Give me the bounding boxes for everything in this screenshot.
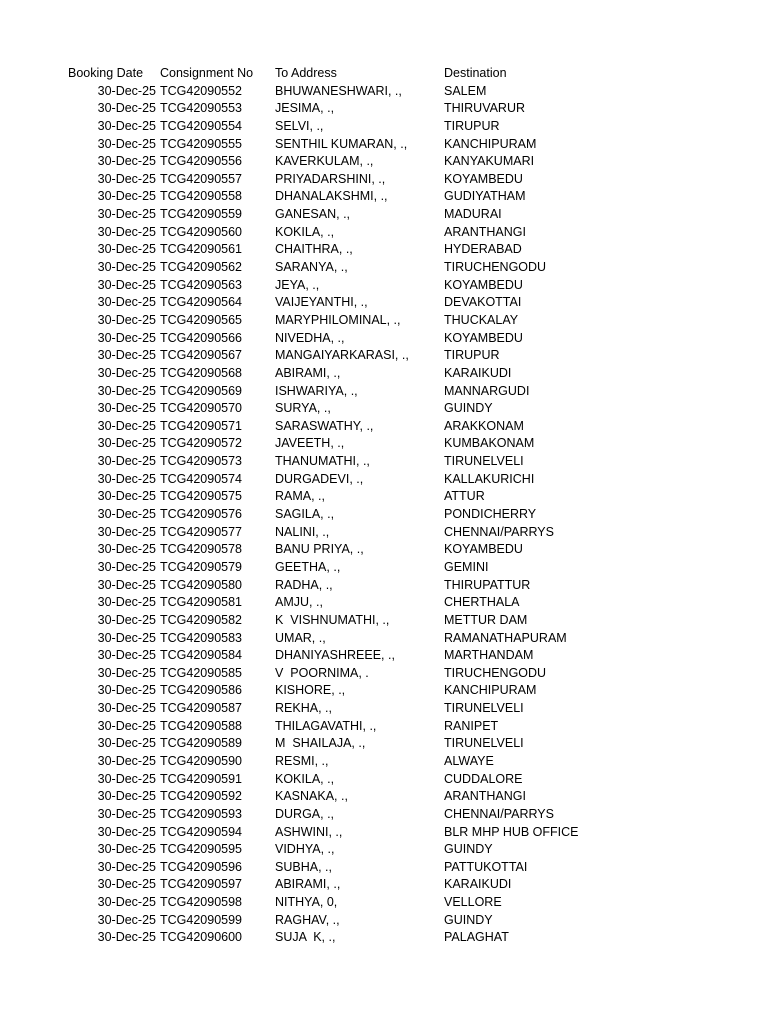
destination-cell: CHENNAI/PARRYS	[444, 524, 554, 539]
table-row	[0, 859, 768, 877]
booking-date-cell: 30-Dec-25	[97, 189, 156, 204]
consignment-no-cell: TCG42090578	[160, 542, 243, 557]
destination-cell: ATTUR	[444, 489, 485, 504]
consignment-no-cell: TCG42090597	[160, 877, 243, 892]
booking-date-cell: 30-Dec-25	[97, 524, 156, 539]
consignment-no-cell: TCG42090572	[160, 436, 243, 451]
to-address-cell: VIDHYA, .,	[275, 842, 335, 857]
booking-date-cell: 30-Dec-25	[97, 312, 156, 327]
to-address-cell: SAGILA, .,	[275, 507, 335, 522]
header-consignment-no: Consignment No	[160, 66, 254, 80]
to-address-cell: SURYA, .,	[275, 401, 331, 416]
destination-cell: GEMINI	[444, 559, 489, 574]
booking-date-cell: 30-Dec-25	[97, 224, 156, 239]
consignment-no-cell: TCG42090569	[160, 383, 243, 398]
booking-date-cell: 30-Dec-25	[97, 771, 156, 786]
to-address-cell: ASHWINI, .,	[275, 824, 343, 839]
table-row	[0, 929, 768, 947]
table-row	[0, 559, 768, 577]
destination-cell: MARTHANDAM	[444, 648, 534, 663]
to-address-cell: KISHORE, .,	[275, 683, 346, 698]
table-row	[0, 453, 768, 471]
booking-date-cell: 30-Dec-25	[97, 789, 156, 804]
booking-date-cell: 30-Dec-25	[97, 630, 156, 645]
destination-cell: THUCKALAY	[444, 312, 519, 327]
to-address-cell: DURGA, .,	[275, 806, 335, 821]
destination-cell: TIRUNELVELI	[444, 736, 524, 751]
consignment-no-cell: TCG42090559	[160, 207, 243, 222]
to-address-cell: SARANYA, .,	[275, 260, 348, 275]
table-row	[0, 682, 768, 700]
table-row	[0, 365, 768, 383]
booking-date-cell: 30-Dec-25	[97, 295, 156, 310]
destination-cell: GUINDY	[444, 912, 493, 927]
destination-cell: CHERTHALA	[444, 595, 520, 610]
consignment-no-cell: TCG42090579	[160, 559, 243, 574]
table-row	[0, 83, 768, 101]
table-row	[0, 788, 768, 806]
to-address-cell: SUJA K, .,	[275, 930, 336, 945]
to-address-cell: MARYPHILOMINAL, .,	[275, 312, 401, 327]
booking-date-cell: 30-Dec-25	[97, 753, 156, 768]
booking-date-cell: 30-Dec-25	[97, 912, 156, 927]
table-row	[0, 753, 768, 771]
booking-date-cell: 30-Dec-25	[97, 242, 156, 257]
destination-cell: CUDDALORE	[444, 771, 523, 786]
booking-date-cell: 30-Dec-25	[97, 612, 156, 627]
booking-date-cell: 30-Dec-25	[97, 454, 156, 469]
consignment-no-cell: TCG42090583	[160, 630, 243, 645]
consignment-no-cell: TCG42090591	[160, 771, 243, 786]
booking-date-cell: 30-Dec-25	[97, 101, 156, 116]
consignment-no-cell: TCG42090561	[160, 242, 243, 257]
to-address-cell: RAMA, .,	[275, 489, 326, 504]
destination-cell: GUINDY	[444, 842, 493, 857]
to-address-cell: THANUMATHI, .,	[275, 454, 370, 469]
destination-cell: TIRUPUR	[444, 118, 500, 133]
table-row	[0, 577, 768, 595]
destination-cell: SALEM	[444, 83, 487, 98]
table-row	[0, 259, 768, 277]
to-address-cell: ABIRAMI, .,	[275, 877, 341, 892]
consignment-no-cell: TCG42090562	[160, 260, 243, 275]
to-address-cell: NALINI, .,	[275, 524, 330, 539]
destination-cell: PONDICHERRY	[444, 507, 537, 522]
table-row	[0, 488, 768, 506]
table-row	[0, 188, 768, 206]
destination-cell: KANYAKUMARI	[444, 154, 535, 169]
to-address-cell: RADHA, .,	[275, 577, 333, 592]
destination-cell: GUDIYATHAM	[444, 189, 526, 204]
consignment-no-cell: TCG42090598	[160, 895, 243, 910]
consignment-no-cell: TCG42090553	[160, 101, 243, 116]
to-address-cell: GEETHA, .,	[275, 559, 341, 574]
destination-cell: ALWAYE	[444, 753, 494, 768]
to-address-cell: ISHWARIYA, .,	[275, 383, 358, 398]
destination-cell: ARAKKONAM	[444, 418, 524, 433]
table-row	[0, 876, 768, 894]
header-to-address: To Address	[275, 66, 337, 80]
destination-cell: ARANTHANGI	[444, 789, 526, 804]
table-row	[0, 171, 768, 189]
table-row	[0, 347, 768, 365]
to-address-cell: CHAITHRA, .,	[275, 242, 353, 257]
consignment-no-cell: TCG42090594	[160, 824, 243, 839]
destination-cell: KOYAMBEDU	[444, 330, 523, 345]
booking-date-cell: 30-Dec-25	[97, 171, 156, 186]
destination-cell: KARAIKUDI	[444, 365, 512, 380]
booking-date-cell: 30-Dec-25	[97, 559, 156, 574]
destination-cell: MANNARGUDI	[444, 383, 530, 398]
to-address-cell: SELVI, .,	[275, 118, 324, 133]
consignment-table	[0, 65, 768, 947]
booking-date-cell: 30-Dec-25	[97, 930, 156, 945]
to-address-cell: KOKILA, .,	[275, 224, 335, 239]
booking-date-cell: 30-Dec-25	[97, 348, 156, 363]
to-address-cell: BHUWANESHWARI, .,	[275, 83, 402, 98]
consignment-no-cell: TCG42090587	[160, 701, 243, 716]
destination-cell: TIRUNELVELI	[444, 454, 524, 469]
consignment-no-cell: TCG42090596	[160, 859, 243, 874]
to-address-cell: NITHYA, 0,	[275, 895, 338, 910]
table-row	[0, 118, 768, 136]
booking-date-cell: 30-Dec-25	[97, 330, 156, 345]
destination-cell: VELLORE	[444, 895, 502, 910]
booking-date-cell: 30-Dec-25	[97, 365, 156, 380]
booking-date-cell: 30-Dec-25	[97, 665, 156, 680]
consignment-no-cell: TCG42090556	[160, 154, 243, 169]
destination-cell: RANIPET	[444, 718, 499, 733]
header-destination: Destination	[444, 66, 507, 80]
consignment-no-cell: TCG42090552	[160, 83, 243, 98]
table-body	[0, 83, 768, 947]
to-address-cell: PRIYADARSHINI, .,	[275, 171, 386, 186]
consignment-no-cell: TCG42090582	[160, 612, 243, 627]
table-row	[0, 541, 768, 559]
consignment-no-cell: TCG42090600	[160, 930, 243, 945]
booking-date-cell: 30-Dec-25	[97, 118, 156, 133]
table-row	[0, 824, 768, 842]
to-address-cell: SARASWATHY, .,	[275, 418, 374, 433]
booking-date-cell: 30-Dec-25	[97, 154, 156, 169]
booking-date-cell: 30-Dec-25	[97, 648, 156, 663]
table-row	[0, 277, 768, 295]
table-row	[0, 100, 768, 118]
consignment-no-cell: TCG42090576	[160, 507, 243, 522]
to-address-cell: ABIRAMI, .,	[275, 365, 341, 380]
consignment-no-cell: TCG42090568	[160, 365, 243, 380]
to-address-cell: DHANALAKSHMI, .,	[275, 189, 388, 204]
destination-cell: KOYAMBEDU	[444, 171, 523, 186]
consignment-no-cell: TCG42090571	[160, 418, 243, 433]
booking-date-cell: 30-Dec-25	[97, 577, 156, 592]
consignment-no-cell: TCG42090593	[160, 806, 243, 821]
booking-date-cell: 30-Dec-25	[97, 418, 156, 433]
to-address-cell: RAGHAV, .,	[275, 912, 340, 927]
table-row	[0, 594, 768, 612]
booking-date-cell: 30-Dec-25	[97, 842, 156, 857]
consignment-no-cell: TCG42090590	[160, 753, 243, 768]
destination-cell: DEVAKOTTAI	[444, 295, 522, 310]
booking-date-cell: 30-Dec-25	[97, 401, 156, 416]
consignment-no-cell: TCG42090555	[160, 136, 243, 151]
table-row	[0, 294, 768, 312]
consignment-no-cell: TCG42090564	[160, 295, 243, 310]
booking-date-cell: 30-Dec-25	[97, 489, 156, 504]
consignment-no-cell: TCG42090585	[160, 665, 243, 680]
to-address-cell: RESMI, .,	[275, 753, 329, 768]
to-address-cell: MANGAIYARKARASI, .,	[275, 348, 409, 363]
booking-date-cell: 30-Dec-25	[97, 507, 156, 522]
to-address-cell: NIVEDHA, .,	[275, 330, 345, 345]
booking-date-cell: 30-Dec-25	[97, 718, 156, 733]
to-address-cell: JAVEETH, .,	[275, 436, 345, 451]
destination-cell: PALAGHAT	[444, 930, 509, 945]
destination-cell: PATTUKOTTAI	[444, 859, 528, 874]
table-row	[0, 665, 768, 683]
table-row	[0, 630, 768, 648]
consignment-no-cell: TCG42090580	[160, 577, 243, 592]
to-address-cell: DHANIYASHREEE, .,	[275, 648, 395, 663]
consignment-no-cell: TCG42090570	[160, 401, 243, 416]
booking-date-cell: 30-Dec-25	[97, 383, 156, 398]
booking-date-cell: 30-Dec-25	[97, 471, 156, 486]
to-address-cell: DURGADEVI, .,	[275, 471, 364, 486]
destination-cell: THIRUVARUR	[444, 101, 526, 116]
table-row	[0, 506, 768, 524]
booking-date-cell: 30-Dec-25	[97, 83, 156, 98]
consignment-no-cell: TCG42090557	[160, 171, 243, 186]
table-row	[0, 735, 768, 753]
to-address-cell: JESIMA, .,	[275, 101, 335, 116]
consignment-no-cell: TCG42090586	[160, 683, 243, 698]
header-booking-date: Booking Date	[68, 66, 144, 80]
to-address-cell: K VISHNUMATHI, .,	[275, 612, 390, 627]
destination-cell: GUINDY	[444, 401, 493, 416]
consignment-no-cell: TCG42090599	[160, 912, 243, 927]
destination-cell: KANCHIPURAM	[444, 136, 537, 151]
to-address-cell: M SHAILAJA, .,	[275, 736, 366, 751]
booking-date-cell: 30-Dec-25	[97, 207, 156, 222]
consignment-no-cell: TCG42090577	[160, 524, 243, 539]
to-address-cell: GANESAN, .,	[275, 207, 351, 222]
booking-date-cell: 30-Dec-25	[97, 542, 156, 557]
destination-cell: KOYAMBEDU	[444, 542, 523, 557]
table-row	[0, 700, 768, 718]
to-address-cell: REKHA, .,	[275, 701, 332, 716]
booking-date-cell: 30-Dec-25	[97, 859, 156, 874]
destination-cell: THIRUPATTUR	[444, 577, 531, 592]
consignment-no-cell: TCG42090588	[160, 718, 243, 733]
destination-cell: KALLAKURICHI	[444, 471, 535, 486]
table-row	[0, 400, 768, 418]
consignment-no-cell: TCG42090567	[160, 348, 243, 363]
to-address-cell: V POORNIMA, .	[275, 665, 369, 680]
destination-cell: METTUR DAM	[444, 612, 528, 627]
booking-date-cell: 30-Dec-25	[97, 824, 156, 839]
consignment-no-cell: TCG42090566	[160, 330, 243, 345]
consignment-no-cell: TCG42090595	[160, 842, 243, 857]
to-address-cell: AMJU, .,	[275, 595, 323, 610]
table-row	[0, 806, 768, 824]
destination-cell: TIRUCHENGODU	[444, 260, 547, 275]
table-row	[0, 330, 768, 348]
table-row	[0, 241, 768, 259]
consignment-no-cell: TCG42090558	[160, 189, 243, 204]
table-row	[0, 894, 768, 912]
table-row	[0, 524, 768, 542]
to-address-cell: THILAGAVATHI, .,	[275, 718, 377, 733]
consignment-no-cell: TCG42090584	[160, 648, 243, 663]
booking-date-cell: 30-Dec-25	[97, 877, 156, 892]
to-address-cell: SENTHIL KUMARAN, .,	[275, 136, 408, 151]
table-row	[0, 841, 768, 859]
destination-cell: CHENNAI/PARRYS	[444, 806, 554, 821]
consignment-no-cell: TCG42090554	[160, 118, 243, 133]
table-row	[0, 312, 768, 330]
consignment-no-cell: TCG42090563	[160, 277, 243, 292]
consignment-no-cell: TCG42090589	[160, 736, 243, 751]
destination-cell: HYDERABAD	[444, 242, 522, 257]
to-address-cell: VAIJEYANTHI, .,	[275, 295, 368, 310]
to-address-cell: BANU PRIYA, .,	[275, 542, 364, 557]
booking-date-cell: 30-Dec-25	[97, 683, 156, 698]
table-row	[0, 912, 768, 930]
destination-cell: KANCHIPURAM	[444, 683, 537, 698]
to-address-cell: SUBHA, .,	[275, 859, 332, 874]
destination-cell: BLR MHP HUB OFFICE	[444, 824, 579, 839]
consignment-no-cell: TCG42090560	[160, 224, 243, 239]
table-row	[0, 471, 768, 489]
table-row	[0, 136, 768, 154]
consignment-no-cell: TCG42090581	[160, 595, 243, 610]
destination-cell: TIRUPUR	[444, 348, 500, 363]
consignment-no-cell: TCG42090573	[160, 454, 243, 469]
consignment-no-cell: TCG42090574	[160, 471, 243, 486]
consignment-no-cell: TCG42090592	[160, 789, 243, 804]
to-address-cell: KOKILA, .,	[275, 771, 335, 786]
destination-cell: KARAIKUDI	[444, 877, 512, 892]
table-row	[0, 418, 768, 436]
table-row	[0, 771, 768, 789]
to-address-cell: JEYA, .,	[275, 277, 320, 292]
table-row	[0, 612, 768, 630]
destination-cell: MADURAI	[444, 207, 502, 222]
booking-date-cell: 30-Dec-25	[97, 736, 156, 751]
destination-cell: TIRUCHENGODU	[444, 665, 547, 680]
consignment-no-cell: TCG42090575	[160, 489, 243, 504]
table-row	[0, 647, 768, 665]
table-row	[0, 206, 768, 224]
consignment-no-cell: TCG42090565	[160, 312, 243, 327]
destination-cell: KOYAMBEDU	[444, 277, 523, 292]
table-row	[0, 718, 768, 736]
booking-date-cell: 30-Dec-25	[97, 260, 156, 275]
table-row	[0, 435, 768, 453]
destination-cell: TIRUNELVELI	[444, 701, 524, 716]
table-row	[0, 153, 768, 171]
destination-cell: RAMANATHAPURAM	[444, 630, 567, 645]
booking-date-cell: 30-Dec-25	[97, 895, 156, 910]
table-row	[0, 224, 768, 242]
table-header-row	[0, 65, 768, 83]
to-address-cell: KAVERKULAM, .,	[275, 154, 374, 169]
to-address-cell: UMAR, .,	[275, 630, 326, 645]
booking-date-cell: 30-Dec-25	[97, 701, 156, 716]
booking-date-cell: 30-Dec-25	[97, 595, 156, 610]
destination-cell: ARANTHANGI	[444, 224, 526, 239]
booking-date-cell: 30-Dec-25	[97, 436, 156, 451]
booking-date-cell: 30-Dec-25	[97, 277, 156, 292]
booking-date-cell: 30-Dec-25	[97, 136, 156, 151]
table-row	[0, 383, 768, 401]
destination-cell: KUMBAKONAM	[444, 436, 535, 451]
booking-date-cell: 30-Dec-25	[97, 806, 156, 821]
to-address-cell: KASNAKA, .,	[275, 789, 348, 804]
